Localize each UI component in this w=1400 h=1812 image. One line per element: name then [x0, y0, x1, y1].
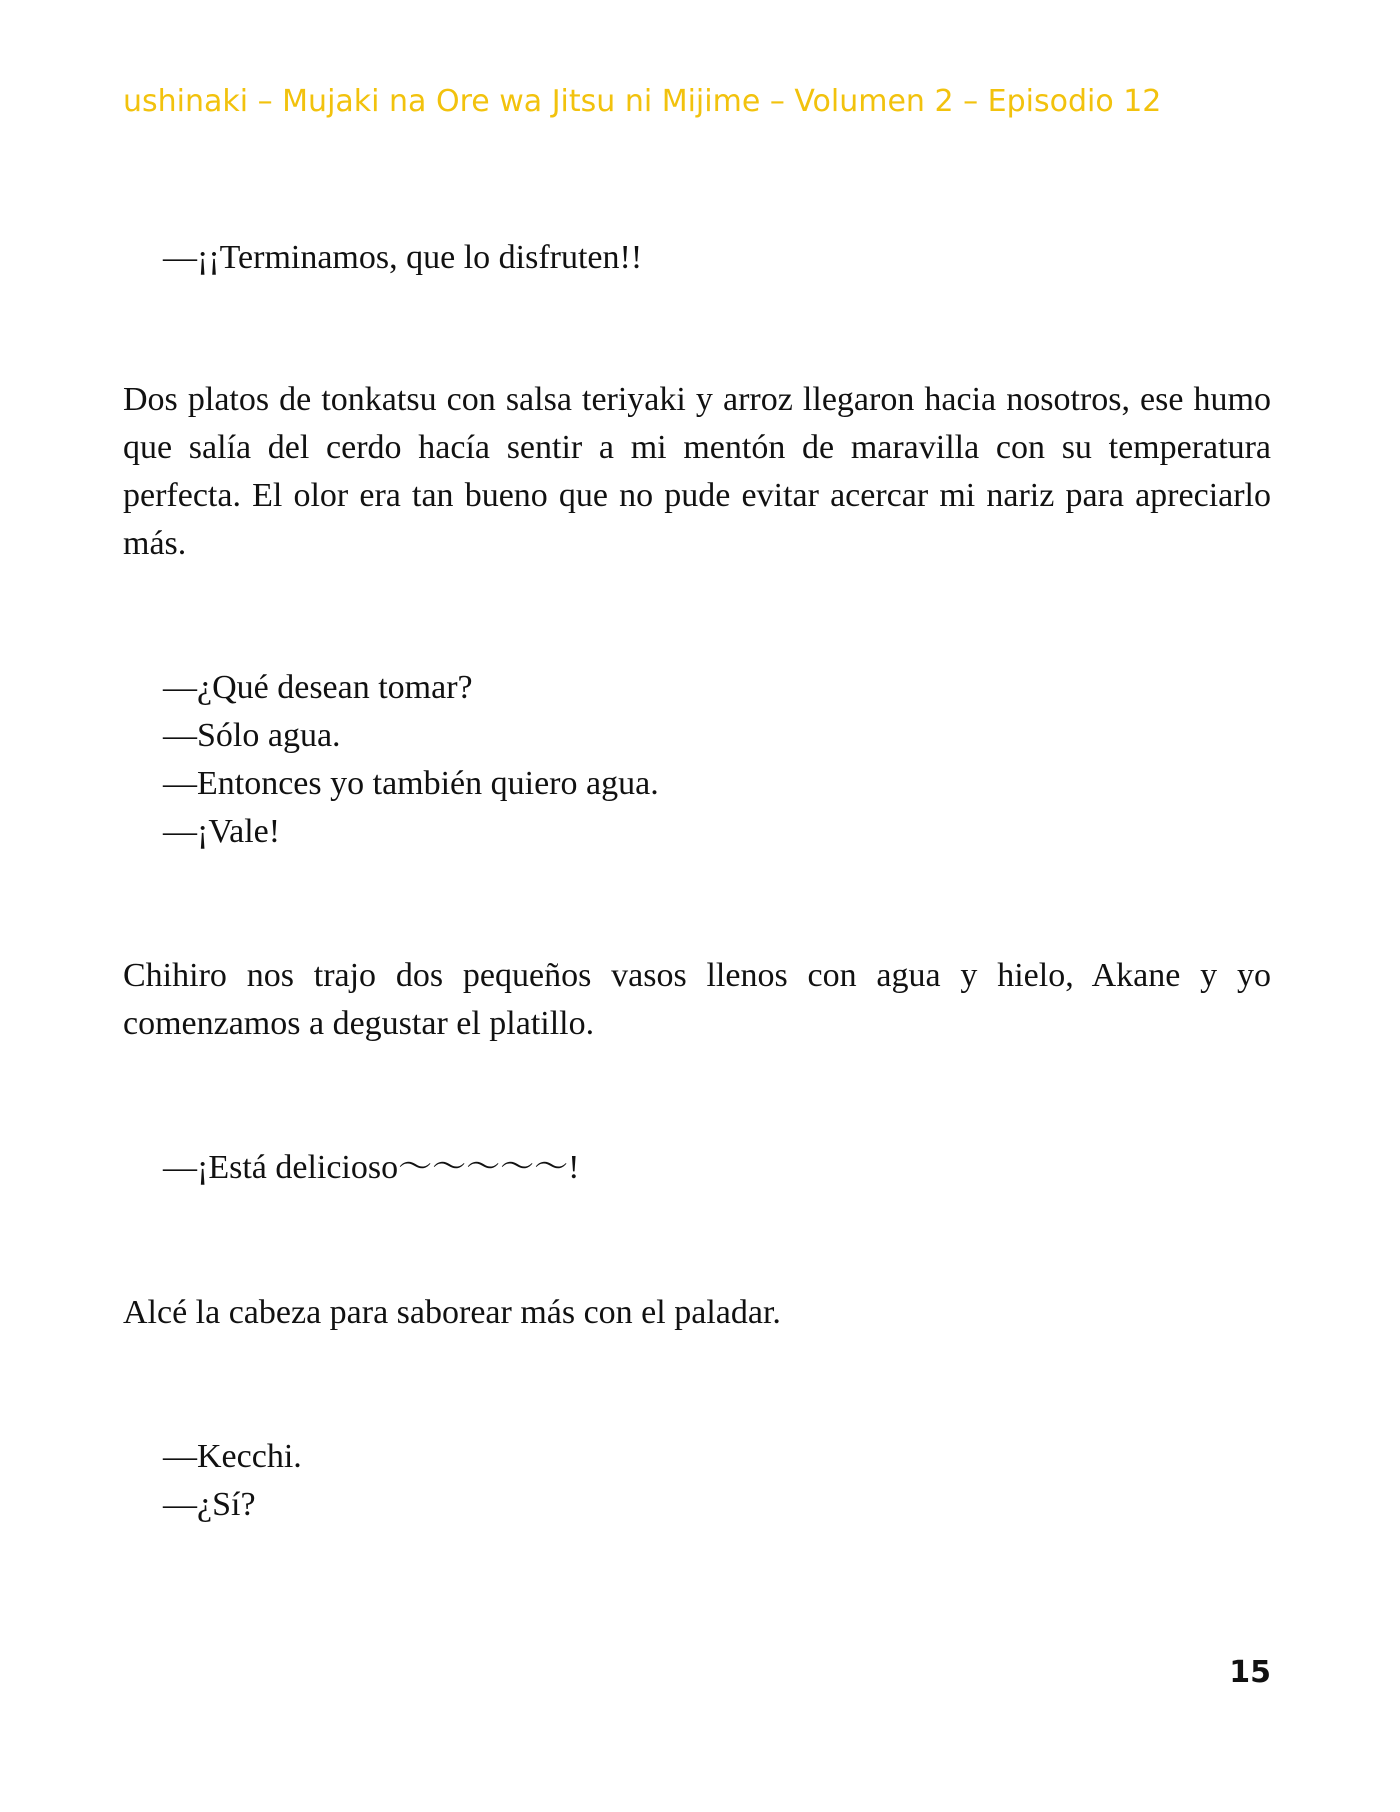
paragraph-3: Alcé la cabeza para saborear más con el paladar. [123, 1294, 781, 1331]
dialogue-line: —¡Está delicioso～～～～～! [163, 1149, 580, 1186]
paragraph-1: Dos platos de tonkatsu con salsa teriyaki y arroz llegaron hacia nosotros, ese humo que salía del cerdo hacía sentir a mi mentón de maravilla con su temperatura perfecta. El olor era tan bueno que no pude evitar acercar mi nariz para apreciarlo más. [123, 381, 1271, 562]
dialogue-block-2 [163, 664, 659, 856]
dialogue-block-3 [163, 1144, 579, 1192]
running-header: ushinaki – Mujaki na Ore wa Jitsu ni Mijime – Volumen 2 – Episodio 12 [123, 84, 1162, 119]
paragraph-2: Chihiro nos trajo dos pequeños vasos llenos con agua y hielo, Akane y yo comenzamos a degustar el platillo. [123, 957, 1271, 1042]
dialogue-block-1 [163, 234, 642, 282]
dialogue-line: —Sólo agua. [163, 717, 341, 754]
dialogue-line: —Kecchi. [163, 1438, 302, 1475]
dialogue-line: —¡¡Terminamos, que lo disfruten!! [163, 239, 643, 276]
dialogue-line: —¿Qué desean tomar? [163, 669, 473, 706]
dialogue-line: —Entonces yo también quiero agua. [163, 765, 659, 802]
dialogue-line: —¡Vale! [163, 813, 281, 850]
dialogue-block-4 [163, 1433, 302, 1529]
page-number: 15 [1229, 1655, 1271, 1690]
dialogue-line: —¿Sí? [163, 1486, 256, 1523]
